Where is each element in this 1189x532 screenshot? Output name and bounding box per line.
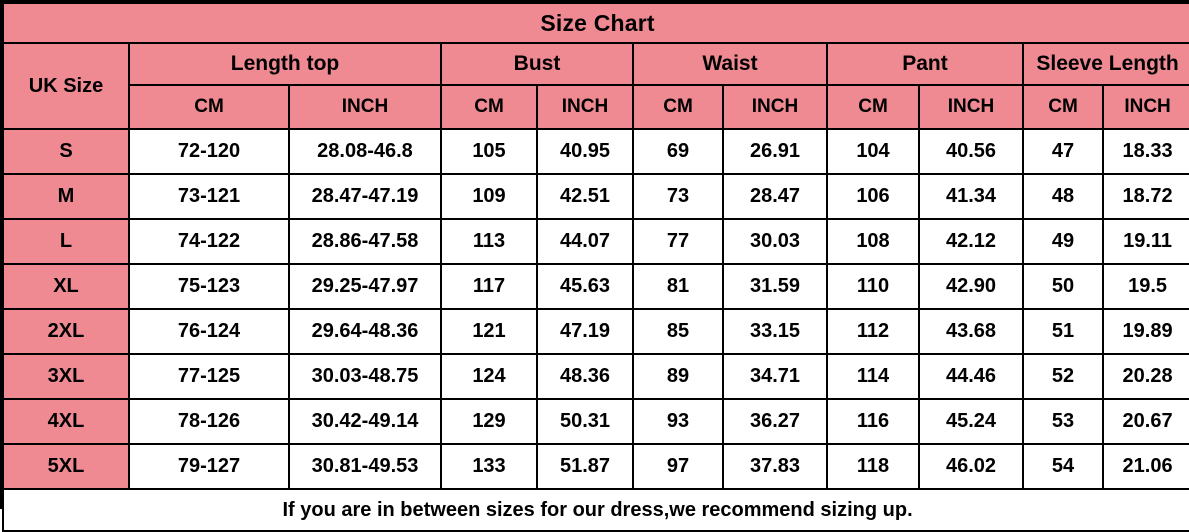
header-group-waist: Waist [633, 43, 827, 85]
cell-sleeve-inch: 19.5 [1103, 264, 1189, 309]
cell-length-top-inch: 28.08-46.8 [289, 129, 441, 174]
cell-waist-inch: 28.47 [723, 174, 827, 219]
cell-bust-cm: 129 [441, 399, 537, 444]
cell-waist-cm: 69 [633, 129, 723, 174]
cell-waist-inch: 33.15 [723, 309, 827, 354]
header-group-length-top: Length top [129, 43, 441, 85]
cell-waist-inch: 34.71 [723, 354, 827, 399]
cell-bust-inch: 44.07 [537, 219, 633, 264]
cell-bust-cm: 113 [441, 219, 537, 264]
cell-pant-inch: 41.34 [919, 174, 1023, 219]
cell-waist-cm: 93 [633, 399, 723, 444]
cell-pant-cm: 118 [827, 444, 919, 489]
cell-sleeve-inch: 20.67 [1103, 399, 1189, 444]
cell-pant-cm: 106 [827, 174, 919, 219]
cell-length-top-inch: 28.47-47.19 [289, 174, 441, 219]
cell-sleeve-cm: 53 [1023, 399, 1103, 444]
table-row [3, 219, 1189, 264]
cell-waist-cm: 73 [633, 174, 723, 219]
table-row [3, 129, 1189, 174]
unit-header-row [3, 85, 1189, 129]
cell-bust-cm: 105 [441, 129, 537, 174]
cell-length-top-cm: 78-126 [129, 399, 289, 444]
cell-pant-inch: 40.56 [919, 129, 1023, 174]
cell-bust-inch: 40.95 [537, 129, 633, 174]
cell-bust-cm: 109 [441, 174, 537, 219]
cell-sleeve-inch: 18.72 [1103, 174, 1189, 219]
cell-pant-cm: 112 [827, 309, 919, 354]
cell-sleeve-cm: 48 [1023, 174, 1103, 219]
cell-waist-inch: 30.03 [723, 219, 827, 264]
cell-pant-inch: 42.90 [919, 264, 1023, 309]
header-bust-cm: CM [441, 85, 537, 129]
cell-length-top-cm: 76-124 [129, 309, 289, 354]
footer-row [3, 489, 1189, 531]
header-waist-inch: INCH [723, 85, 827, 129]
header-length-top-inch: INCH [289, 85, 441, 129]
cell-sleeve-cm: 54 [1023, 444, 1103, 489]
cell-length-top-inch: 29.25-47.97 [289, 264, 441, 309]
cell-waist-inch: 37.83 [723, 444, 827, 489]
row-size-label: 3XL [3, 354, 129, 399]
cell-length-top-inch: 30.42-49.14 [289, 399, 441, 444]
cell-length-top-cm: 73-121 [129, 174, 289, 219]
table-row [3, 174, 1189, 219]
table-row [3, 264, 1189, 309]
cell-waist-cm: 97 [633, 444, 723, 489]
table-row [3, 399, 1189, 444]
row-size-label: 2XL [3, 309, 129, 354]
cell-bust-inch: 47.19 [537, 309, 633, 354]
cell-length-top-cm: 72-120 [129, 129, 289, 174]
cell-bust-cm: 124 [441, 354, 537, 399]
cell-waist-inch: 31.59 [723, 264, 827, 309]
cell-bust-cm: 121 [441, 309, 537, 354]
cell-waist-cm: 85 [633, 309, 723, 354]
cell-pant-inch: 45.24 [919, 399, 1023, 444]
cell-sleeve-inch: 19.89 [1103, 309, 1189, 354]
cell-length-top-inch: 30.03-48.75 [289, 354, 441, 399]
cell-sleeve-cm: 52 [1023, 354, 1103, 399]
cell-bust-inch: 48.36 [537, 354, 633, 399]
cell-bust-inch: 42.51 [537, 174, 633, 219]
cell-pant-cm: 116 [827, 399, 919, 444]
cell-sleeve-cm: 49 [1023, 219, 1103, 264]
row-size-label: S [3, 129, 129, 174]
header-pant-cm: CM [827, 85, 919, 129]
cell-pant-inch: 43.68 [919, 309, 1023, 354]
header-bust-inch: INCH [537, 85, 633, 129]
row-size-label: M [3, 174, 129, 219]
header-sleeve-inch: INCH [1103, 85, 1189, 129]
header-uk-size: UK Size [3, 43, 129, 129]
cell-pant-inch: 42.12 [919, 219, 1023, 264]
cell-length-top-inch: 29.64-48.36 [289, 309, 441, 354]
cell-length-top-cm: 75-123 [129, 264, 289, 309]
cell-sleeve-inch: 21.06 [1103, 444, 1189, 489]
cell-waist-cm: 77 [633, 219, 723, 264]
cell-pant-cm: 108 [827, 219, 919, 264]
sizing-note: If you are in between sizes for our dress,we recommend sizing up. [3, 489, 1189, 531]
cell-sleeve-cm: 47 [1023, 129, 1103, 174]
cell-length-top-cm: 74-122 [129, 219, 289, 264]
cell-pant-cm: 114 [827, 354, 919, 399]
table-row [3, 444, 1189, 489]
cell-bust-inch: 51.87 [537, 444, 633, 489]
cell-length-top-cm: 79-127 [129, 444, 289, 489]
cell-waist-inch: 26.91 [723, 129, 827, 174]
cell-waist-inch: 36.27 [723, 399, 827, 444]
size-chart-table [2, 2, 1189, 532]
cell-pant-cm: 104 [827, 129, 919, 174]
cell-sleeve-inch: 20.28 [1103, 354, 1189, 399]
cell-bust-cm: 117 [441, 264, 537, 309]
header-group-sleeve-length: Sleeve Length [1023, 43, 1189, 85]
row-size-label: 5XL [3, 444, 129, 489]
header-pant-inch: INCH [919, 85, 1023, 129]
row-size-label: 4XL [3, 399, 129, 444]
header-waist-cm: CM [633, 85, 723, 129]
cell-length-top-cm: 77-125 [129, 354, 289, 399]
cell-bust-cm: 133 [441, 444, 537, 489]
cell-waist-cm: 81 [633, 264, 723, 309]
cell-waist-cm: 89 [633, 354, 723, 399]
cell-bust-inch: 45.63 [537, 264, 633, 309]
cell-bust-inch: 50.31 [537, 399, 633, 444]
cell-pant-cm: 110 [827, 264, 919, 309]
table-row [3, 309, 1189, 354]
group-header-row [3, 43, 1189, 85]
cell-sleeve-inch: 19.11 [1103, 219, 1189, 264]
cell-length-top-inch: 28.86-47.58 [289, 219, 441, 264]
cell-sleeve-inch: 18.33 [1103, 129, 1189, 174]
row-size-label: XL [3, 264, 129, 309]
cell-length-top-inch: 30.81-49.53 [289, 444, 441, 489]
header-length-top-cm: CM [129, 85, 289, 129]
chart-title: Size Chart [3, 3, 1189, 43]
table-row [3, 354, 1189, 399]
header-group-pant: Pant [827, 43, 1023, 85]
cell-sleeve-cm: 50 [1023, 264, 1103, 309]
cell-sleeve-cm: 51 [1023, 309, 1103, 354]
title-row [3, 3, 1189, 43]
row-size-label: L [3, 219, 129, 264]
header-sleeve-cm: CM [1023, 85, 1103, 129]
cell-pant-inch: 46.02 [919, 444, 1023, 489]
cell-pant-inch: 44.46 [919, 354, 1023, 399]
header-group-bust: Bust [441, 43, 633, 85]
